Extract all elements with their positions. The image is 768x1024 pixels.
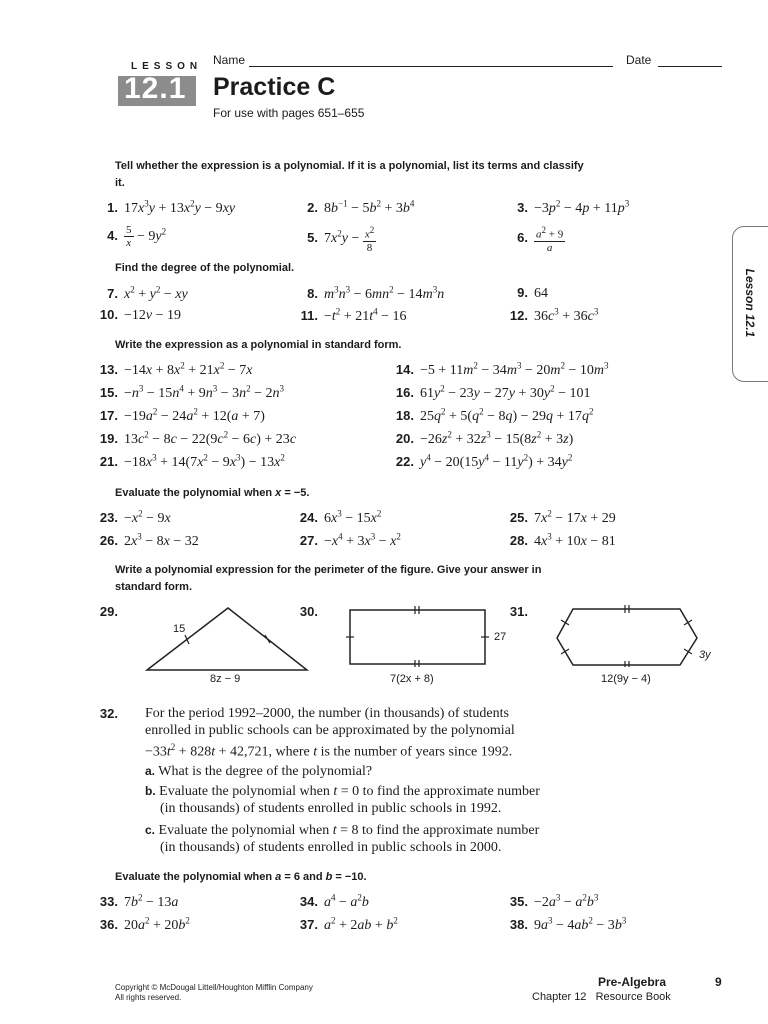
- problem-13: 13. $-14x + 8x^2 + 21x^2 - 7x$: [99, 360, 253, 378]
- triangle-base-label: 8z − 9: [210, 673, 241, 685]
- problem-35: 35. $-2a^3 - a^2b^3$: [509, 892, 599, 910]
- problem-26: 26. $2x^3 - 8x - 32$: [99, 531, 199, 549]
- directions-evaluate-ab: Evaluate the polynomial when a = 6 and b = −10.: [115, 871, 367, 883]
- problem-31: 31.: [509, 604, 528, 619]
- page-subtitle: For use with pages 651–655: [213, 106, 365, 120]
- page-title: Practice C: [213, 73, 336, 101]
- problem-15: 15. $-n^3 - 15n^4 + 9n^3 - 3n^2 - 2n^3$: [99, 383, 285, 401]
- problem-24: 24. $6x^3 - 15x^2$: [299, 508, 382, 526]
- footer-page-number: 9: [715, 975, 722, 989]
- problem-20: 20. $-26z^2 + 32z^3 - 15(8z^2 + 3z)$: [395, 429, 574, 447]
- triangle-figure: [140, 600, 315, 675]
- triangle-side-label: 15: [173, 623, 186, 635]
- problem-9: 9. 64: [517, 285, 548, 301]
- lesson-word: LESSON: [131, 61, 203, 72]
- problem-10: 10. −12v − 19: [99, 307, 182, 323]
- name-label: Name: [213, 53, 246, 67]
- side-tab-label: Lesson 12.1: [743, 268, 757, 338]
- problem-27: 27. $-x^4 + 3x^3 - x^2$: [299, 531, 401, 549]
- q32-part-b: b. Evaluate the polynomial when t = 0 to find the approximate number (in thousands) of students enrolled in public schools in 1992.: [145, 784, 540, 816]
- directions-evaluate-x: Evaluate the polynomial when x = −5.: [115, 487, 310, 499]
- problem-25: 25. $7x^2 - 17x + 29$: [509, 508, 616, 526]
- problem-30: 30.: [299, 604, 318, 619]
- problem-34: 34. $a^4 - a^2b$: [299, 892, 369, 910]
- hexagon-side-label: 3y: [699, 649, 711, 661]
- rectangle-side-label: 27: [494, 631, 507, 643]
- problem-29: 29.: [99, 604, 118, 619]
- problem-7: 7. $x^2 + y^2$ − xy: [107, 284, 188, 302]
- q32-part-c: c. Evaluate the polynomial when t = 8 to find the approximate number (in thousands) of students enrolled in public schools in 2000.: [145, 823, 540, 855]
- rectangle-figure: [345, 605, 490, 667]
- problem-37: 37. $a^2 + 2ab + b^2$: [299, 915, 398, 933]
- problem-38: 38. $9a^3 - 4ab^2 - 3b^3$: [509, 915, 627, 933]
- q32-part-a: a. What is the degree of the polynomial?: [145, 764, 373, 779]
- directions-standard-form: Write the expression as a polynomial in standard form.: [115, 339, 402, 351]
- q32-line3: $-33t^2 + 828t + 42,721$, where t is the number of years since 1992.: [145, 742, 513, 760]
- footer-book: Pre-Algebra: [598, 975, 667, 989]
- directions-perimeter: Write a polynomial expression for the perimeter of the figure. Give your answer in standard form.: [115, 564, 542, 593]
- lesson-number: 12.1: [124, 72, 187, 105]
- problem-32: 32.: [99, 706, 118, 721]
- problem-12: 12. $36c^3 + 36c^3$: [509, 306, 599, 324]
- problem-17: 17. $-19a^2 - 24a^2 + 12(a + 7)$: [99, 406, 265, 424]
- problem-22: 22. $y^4 - 20(15y^4 - 11y^2) + 34y^2$: [395, 452, 573, 470]
- problem-11: 11. $-t^2 + 21t^4 - 16$: [300, 306, 407, 324]
- q32-line1: For the period 1992–2000, the number (in thousands) of students: [145, 706, 509, 721]
- problem-5: 5. $7x^2y$ − $\frac{x^2}{8}$: [307, 225, 375, 254]
- date-label: Date: [626, 53, 652, 67]
- problem-1: 1. $17x^3y + 13x^2y - 9xy$: [107, 198, 236, 216]
- problem-3: 3. $-3p^2 - 4p + 11p^3$: [517, 198, 630, 216]
- q32-line2: enrolled in public schools can be approximated by the polynomial: [145, 723, 515, 738]
- problem-2: 2. $8b^{-1} - 5b^2 + 3b^4$: [307, 198, 415, 216]
- problem-36: 36. $20a^2 + 20b^2$: [99, 915, 190, 933]
- hexagon-figure: [552, 603, 702, 667]
- problem-4: 4. $\frac{5}{x}$ − $9y^2$: [107, 224, 167, 249]
- problem-21: 21. $-18x^3 + 14(7x^2 - 9x^3) - 13x^2$: [99, 452, 285, 470]
- problem-33: 33. $7b^2 - 13a$: [99, 892, 179, 910]
- footer-rights: All rights reserved.: [115, 993, 182, 1002]
- problem-23: 23. $-x^2 - 9x$: [99, 508, 171, 526]
- footer-chapter: Chapter 12 Resource Book: [532, 991, 671, 1003]
- problem-28: 28. $4x^3 + 10x - 81$: [509, 531, 616, 549]
- footer-copyright: Copyright © McDougal Littell/Houghton Mifflin Company: [115, 983, 313, 992]
- problem-6: 6. $\frac{a^2 + 9}{a}$: [517, 225, 564, 254]
- name-line[interactable]: [249, 66, 613, 67]
- problem-16: 16. $61y^2 - 23y - 27y + 30y^2 - 101$: [395, 383, 591, 401]
- rectangle-base-label: 7(2x + 8): [390, 673, 434, 685]
- directions-degree: Find the degree of the polynomial.: [115, 262, 295, 274]
- problem-14: 14. $-5 + 11m^2 - 34m^3 - 20m^2 - 10m^3$: [395, 360, 609, 378]
- date-line[interactable]: [658, 66, 722, 67]
- problem-19: 19. $13c^2 - 8c - 22(9c^2 - 6c) + 23c$: [99, 429, 297, 447]
- problem-8: 8. $m^3n^3 - 6mn^2 - 14m^3n$: [307, 284, 445, 302]
- problem-18: 18. $25q^2 + 5(q^2 - 8q) - 29q + 17q^2$: [395, 406, 594, 424]
- hexagon-base-label: 12(9y − 4): [601, 673, 651, 685]
- directions-polynomial: Tell whether the expression is a polynomial. If it is a polynomial, list its terms and classify it.: [115, 160, 584, 189]
